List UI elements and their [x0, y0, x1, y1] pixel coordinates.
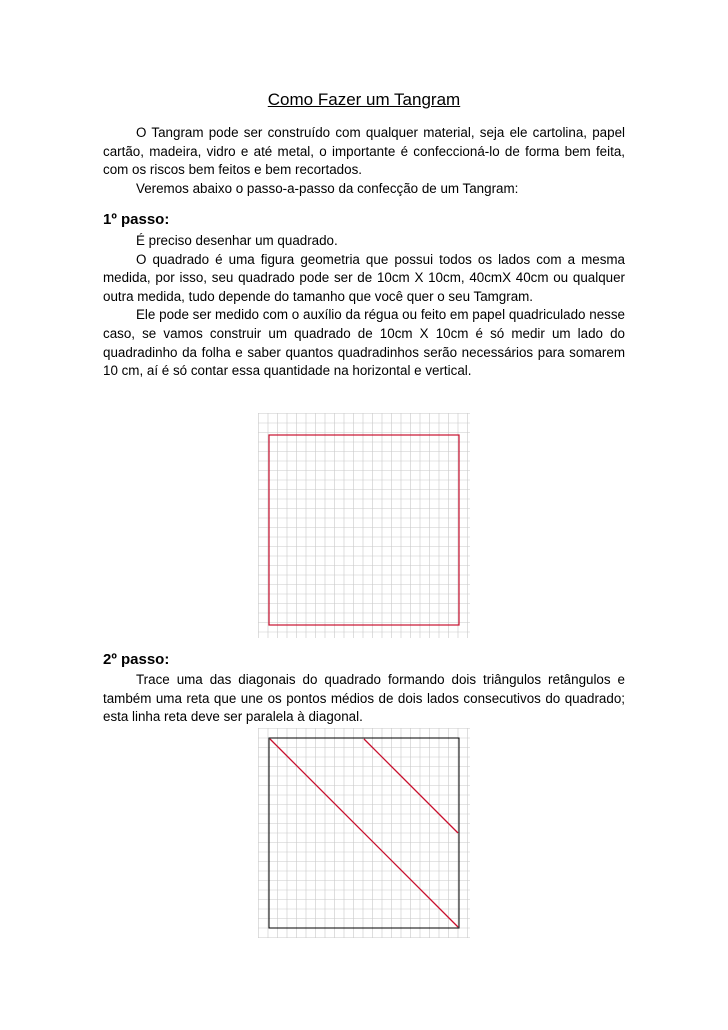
step1-grid-square: [258, 413, 470, 638]
step1-paragraph: O quadrado é uma figura geometria que possui todos os lados com a mesma medida, por isso, seu quadrado pode ser de 10cm X 10cm, 40cmX 40cm ou qualquer outra medida, tudo depende do tamanho que você quer o seu Tamgram.: [103, 251, 625, 304]
step2-figure: [258, 728, 470, 938]
page-title: Como Fazer um Tangram: [267, 90, 461, 109]
step1-section: [103, 232, 625, 381]
intro-paragraph: Veremos abaixo o passo-a-passo da confecção de um Tangram:: [136, 180, 519, 196]
midpoint-line: [364, 739, 458, 833]
step2-heading: 2º passo:: [103, 651, 170, 668]
step1-paragraph: Ele pode ser medido com o auxílio da régua ou feito em papel quadriculado nesse caso, se vamos construir um quadrado de 10cm X 10cm é só medir um lado do quadradinho da folha e saber quantos quadradinhos serão necessários para somarem 10 cm, aí é só contar essa quantidade na horizontal e vertical.: [103, 307, 625, 379]
step1-heading: 1º passo:: [103, 211, 170, 228]
step2-paragraph: Trace uma das diagonais do quadrado formando dois triângulos retângulos e também uma reta que une os pontos médios de dois lados consecutivos do quadrado; esta linha reta deve ser paralela à diagonal.: [103, 672, 625, 725]
intro-paragraph: O Tangram pode ser construído com qualquer material, seja ele cartolina, papel cartão, madeira, vidro e até metal, o importante é confeccioná-lo de forma bem feita, com os riscos bem feitos e bem recortados.: [103, 125, 625, 178]
step2-grid-square: [258, 728, 470, 938]
step2-section: [103, 671, 625, 727]
step1-figure: [258, 413, 470, 638]
step1-paragraph: É preciso desenhar um quadrado.: [136, 233, 338, 248]
square-outline: [269, 435, 459, 625]
intro-section: [103, 124, 625, 198]
grid-paper: [258, 413, 470, 638]
